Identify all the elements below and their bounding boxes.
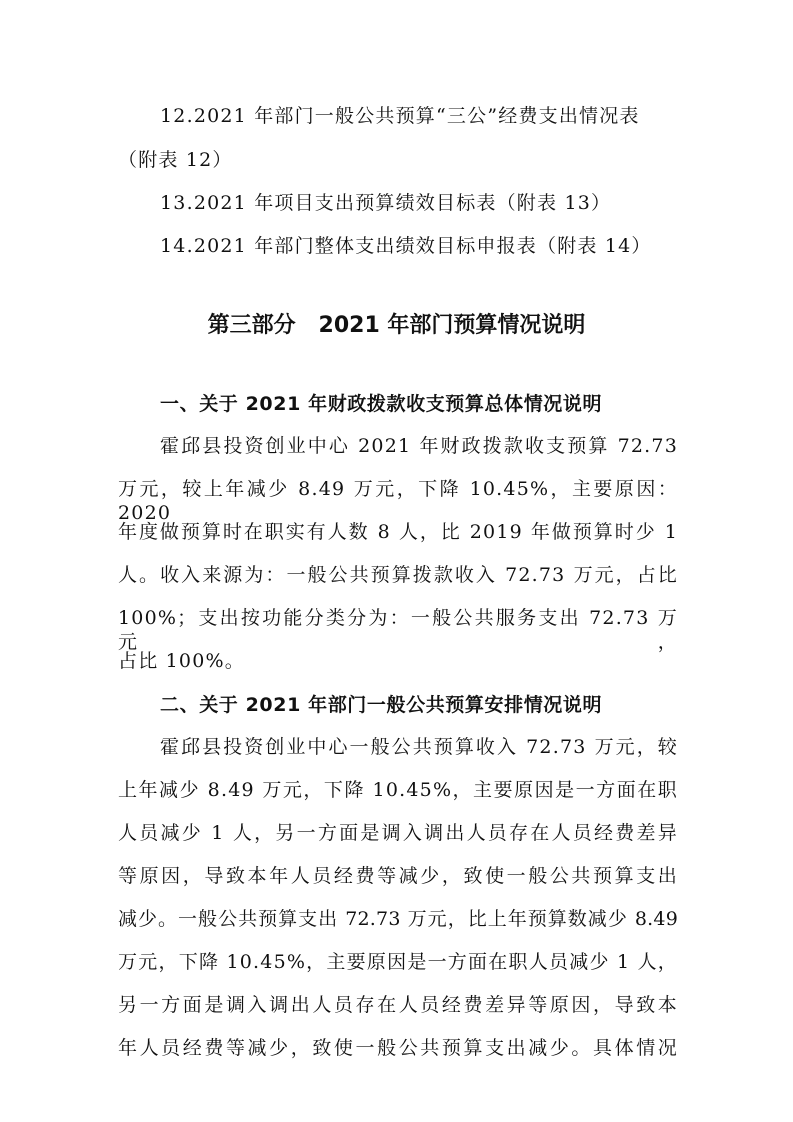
section-2-line-1: 霍邱县投资创业中心一般公共预算收入 72.73 万元，较	[160, 736, 678, 758]
section-2-line-7: 另一方面是调入调出人员存在人员经费差异等原因，导致本	[118, 994, 678, 1016]
section-2-line-6: 万元，下降 10.45%，主要原因是一方面在职人员减少 1 人，	[118, 951, 678, 973]
section-1-title: 一、关于 2021 年财政拨款收支预算总体情况说明	[160, 393, 603, 415]
part-title: 第三部分 2021 年部门预算情况说明	[207, 313, 586, 338]
section-2-line-8: 年人员经费等减少，致使一般公共预算支出减少。具体情况	[118, 1037, 678, 1059]
section-1-line-5: 100%；支出按功能分类分为：一般公共服务支出 72.73 万元，	[118, 607, 678, 653]
section-1-line-6: 占比 100%。	[118, 650, 245, 672]
section-1-line-3: 年度做预算时在职实有人数 8 人，比 2019 年做预算时少 1	[118, 521, 678, 543]
section-2-line-3: 人员减少 1 人，另一方面是调入调出人员存在人员经费差异	[118, 822, 678, 844]
list-item-14: 14.2021 年部门整体支出绩效目标申报表（附表 14）	[160, 235, 652, 257]
section-2-title: 二、关于 2021 年部门一般公共预算安排情况说明	[160, 694, 603, 716]
section-2-line-4: 等原因，导致本年人员经费等减少，致使一般公共预算支出	[118, 865, 678, 887]
list-item-13: 13.2021 年项目支出预算绩效目标表（附表 13）	[160, 192, 612, 214]
section-2-line-5: 减少。一般公共预算支出 72.73 万元，比上年预算数减少 8.49	[118, 908, 678, 930]
section-1-line-4: 人。收入来源为：一般公共预算拨款收入 72.73 万元，占比	[118, 564, 678, 586]
section-1-line-2: 万元，较上年减少 8.49 万元，下降 10.45%，主要原因：2020	[118, 478, 678, 524]
list-item-12-line-2: （附表 12）	[118, 149, 233, 171]
section-2-line-2: 上年减少 8.49 万元，下降 10.45%，主要原因是一方面在职	[118, 779, 678, 801]
section-1-line-1: 霍邱县投资创业中心 2021 年财政拨款收支预算 72.73	[160, 435, 678, 457]
list-item-12-line-1: 12.2021 年部门一般公共预算“三公”经费支出情况表	[160, 105, 640, 127]
